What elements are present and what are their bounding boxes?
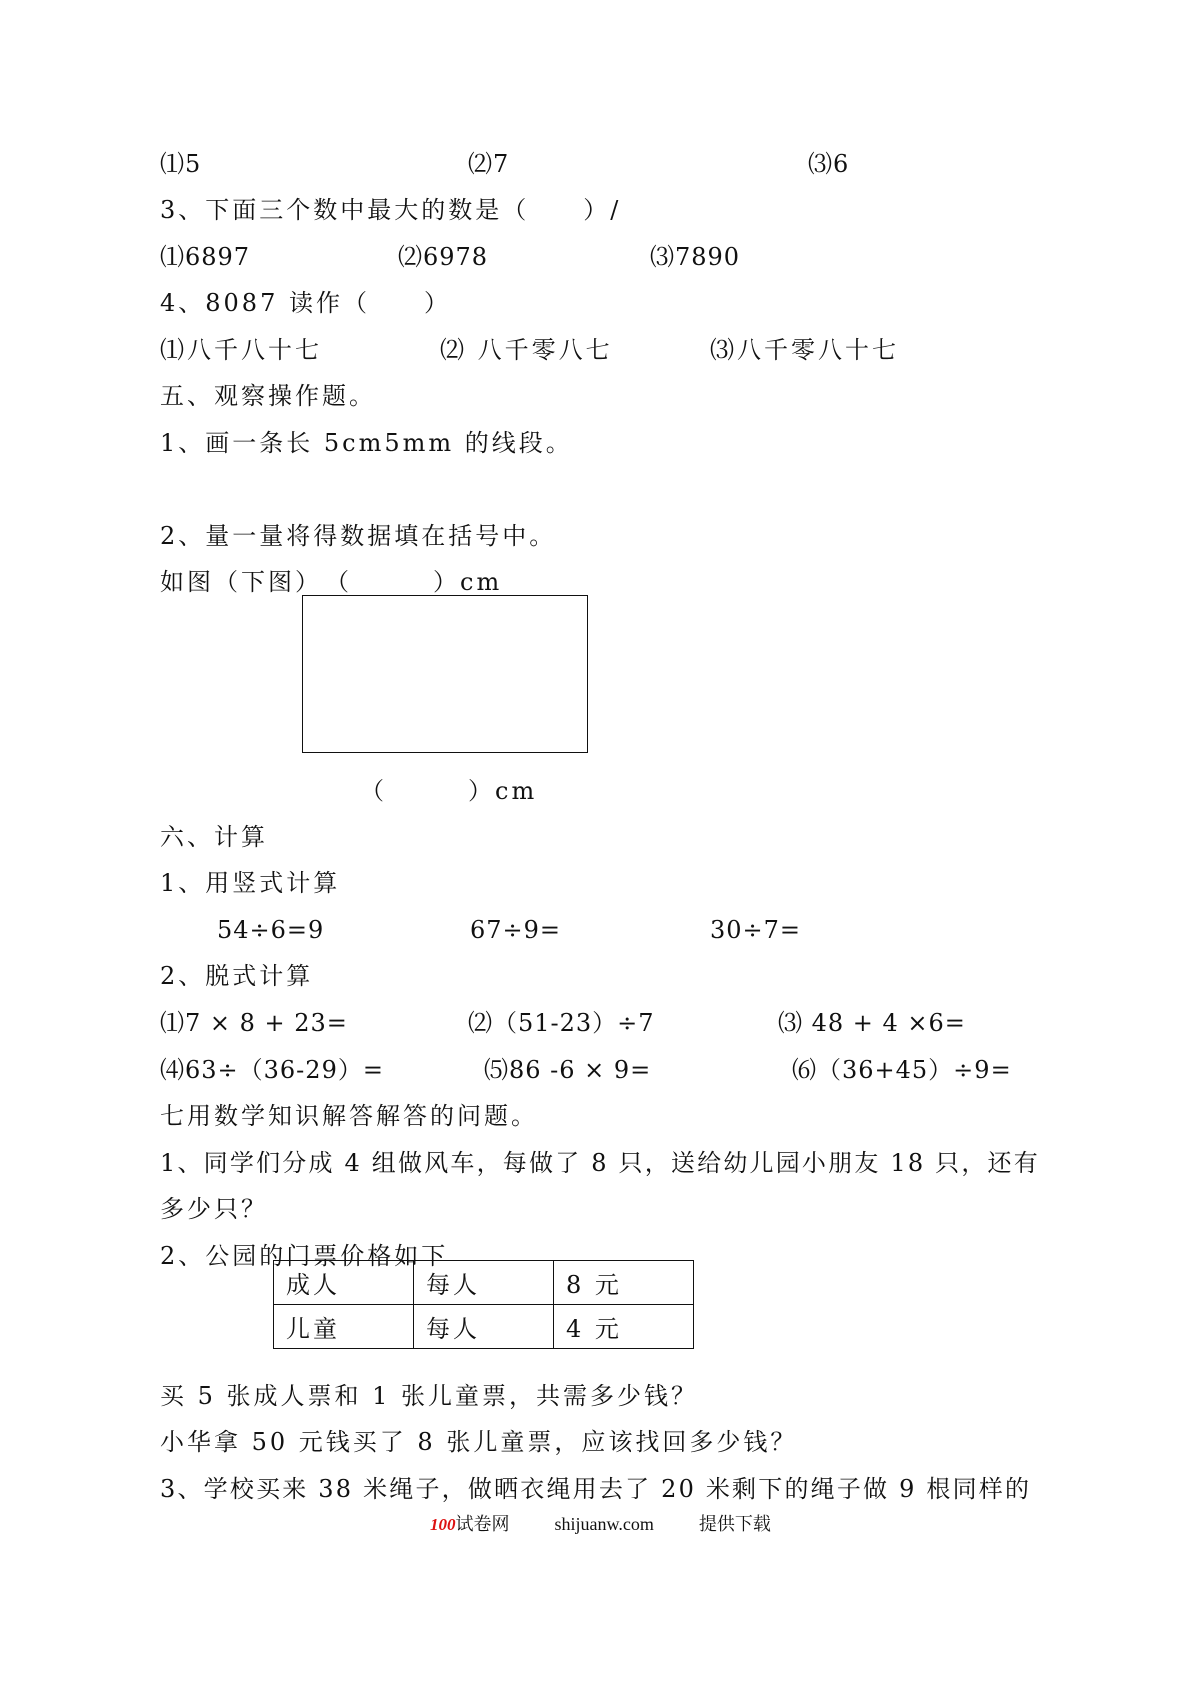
option-3: ⑶6 — [808, 150, 850, 178]
table-row — [274, 1261, 694, 1305]
q3-option-1: ⑴6897 — [160, 243, 251, 271]
q4-option-1: ⑴八千八十七 — [160, 336, 322, 364]
q3-option-2: ⑵6978 — [398, 243, 489, 271]
calc-item-1: 54÷6=9 — [217, 916, 325, 944]
table-cell: 每人 — [414, 1305, 554, 1349]
section-7-question-2b: 小华拿 50 元钱买了 8 张儿童票，应该找回多少钱？ — [160, 1428, 798, 1456]
section-7-question-1-line-2: 多少只？ — [160, 1195, 268, 1223]
option-2: ⑵7 — [468, 150, 510, 178]
section-5-question-1: 1、画一条长 5cm5mm 的线段。 — [160, 429, 573, 457]
calc-item-2: 67÷9= — [470, 916, 562, 944]
stepwise-item-5: ⑸86 -6 × 9= — [484, 1056, 652, 1084]
figure-caption: 如图（下图） （ ）cm — [160, 568, 503, 596]
section-7-question-3-line-1: 3、学校买来 38 米绳子，做晒衣绳用去了 20 米剩下的绳子做 9 根同样的 — [160, 1475, 1032, 1503]
q4-option-2: ⑵ 八千零八七 — [440, 336, 613, 364]
section-7-question-2a: 买 5 张成人票和 1 张儿童票，共需多少钱？ — [160, 1382, 699, 1410]
stepwise-item-3: ⑶ 48 + 4 ×6= — [778, 1009, 966, 1037]
vertical-calc-title: 1、用竖式计算 — [160, 869, 341, 897]
table-cell: 8 元 — [554, 1261, 694, 1305]
footer — [430, 1512, 771, 1537]
q4-option-3: ⑶八千零八十七 — [710, 336, 899, 364]
footer-tagline: 提供下载 — [698, 1514, 771, 1534]
site-name: 试卷网 — [455, 1514, 510, 1534]
stepwise-item-1: ⑴7 × 8 + 23= — [160, 1009, 348, 1037]
table-row — [274, 1305, 694, 1349]
section-6-title: 六、计算 — [160, 823, 268, 851]
site-url[interactable]: shijuanw.com — [554, 1514, 654, 1534]
table-cell: 成人 — [274, 1261, 414, 1305]
stepwise-calc-title: 2、脱式计算 — [160, 962, 314, 990]
section-5-title: 五、观察操作题。 — [160, 382, 376, 410]
section-5-question-2: 2、量一量将得数据填在括号中。 — [160, 522, 557, 550]
option-1: ⑴5 — [160, 150, 202, 178]
figure-bottom-blank: （ ）cm — [360, 777, 538, 805]
stepwise-item-4: ⑷63÷（36-29）= — [160, 1056, 384, 1084]
stepwise-item-2: ⑵（51-23）÷7 — [468, 1009, 655, 1037]
table-cell: 每人 — [414, 1261, 554, 1305]
table-cell: 儿童 — [274, 1305, 414, 1349]
section-7-question-2-title: 2、公园的门票价格如下 — [160, 1242, 449, 1270]
measure-rectangle — [302, 595, 588, 753]
section-7-question-1-line-1: 1、同学们分成 4 组做风车，每做了 8 只，送给幼儿园小朋友 18 只，还有 — [160, 1149, 1040, 1177]
site-logo: 100 — [430, 1515, 456, 1534]
ticket-price-table — [273, 1260, 694, 1349]
question-3: 3、下面三个数中最大的数是（ ）/ — [160, 196, 622, 224]
table-cell: 4 元 — [554, 1305, 694, 1349]
stepwise-item-6: ⑹（36+45）÷9= — [792, 1056, 1012, 1084]
question-4: 4、8087 读作（ ） — [160, 289, 451, 317]
section-7-title: 七用数学知识解答解答的问题。 — [160, 1102, 538, 1130]
calc-item-3: 30÷7= — [710, 916, 802, 944]
q3-option-3: ⑶7890 — [650, 243, 741, 271]
